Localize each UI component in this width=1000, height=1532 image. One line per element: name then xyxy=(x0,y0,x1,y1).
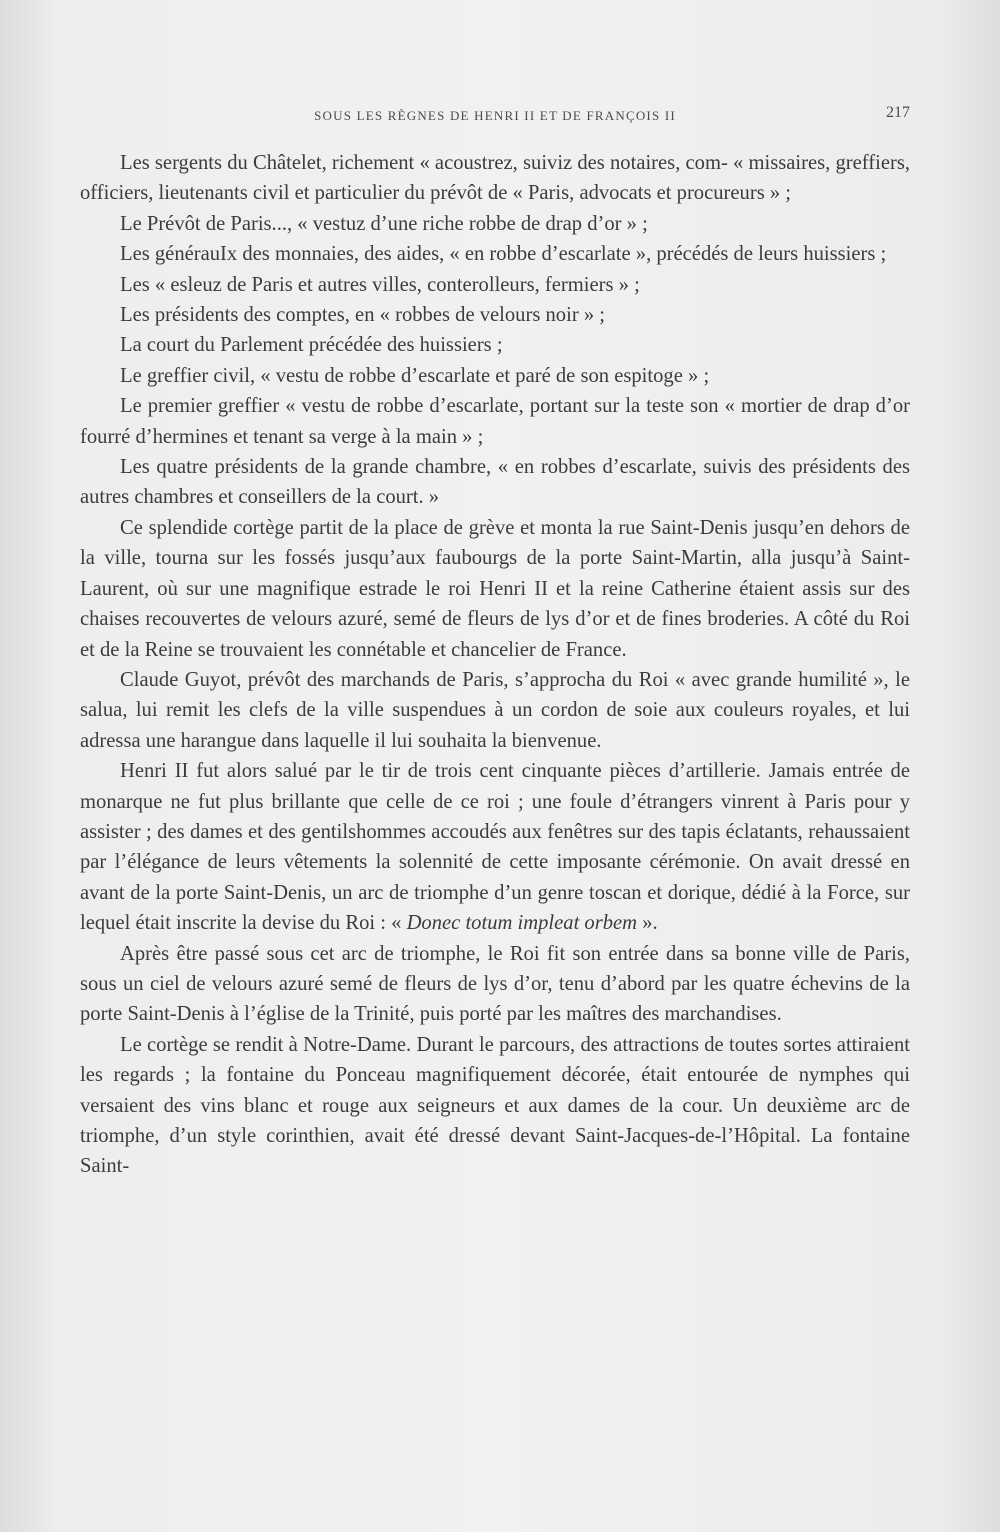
paragraph: La court du Parlement précédée des huissiers ; xyxy=(120,334,503,357)
paragraph: Après être passé sous cet arc de triomphe, le Roi fit son entrée dans sa bonne ville de Paris, sous un ciel de velours azuré semé de fleurs de lys d’or, tenu d’abord par les quatre échevins de la porte Saint-Denis à l’église de la Trinité, puis porté par les maîtres des marchandises. xyxy=(80,942,910,1026)
paragraph: Les générauIx des monnaies, des aides, « en robbe d’escarlate », précédés de leurs huissiers ; xyxy=(120,243,887,266)
paragraph: Le Prévôt de Paris..., « vestuz d’une riche robbe de drap d’or » ; xyxy=(120,212,648,235)
paragraph: Les présidents des comptes, en « robbes de velours noir » ; xyxy=(120,304,605,327)
body-text xyxy=(80,148,910,1182)
paragraph-text: Henri II fut alors salué par le tir de trois cent cinquante pièces d’artillerie. Jamais entrée de monarque ne fut plus brillante que celle de ce roi ; une foule d’étrangers vinrent à Paris pour y assister ; des dames et des gentilshommes accoudés aux fenêtres sur des tapis éclatants, rehaussaient par l’élégance de leurs vêtements la solennité de cette imposante cérémonie. On avait dressé en avant de la porte Saint-Denis, un arc de triomphe d’un genre toscan et dorique, dédié à la Force, sur lequel était inscrite la devise du Roi : « xyxy=(80,760,910,935)
paragraph: Les « esleuz de Paris et autres villes, conterolleurs, fermiers » ; xyxy=(120,273,640,296)
running-head: SOUS LES RÈGNES DE HENRI II ET DE FRANÇOIS II xyxy=(314,108,676,123)
page-header xyxy=(80,104,910,128)
paragraph: Les quatre présidents de la grande chambre, « en robbes d’escarlate, suivis des présidents des autres chambres et conseillers de la court. » xyxy=(80,456,910,509)
page-number: 217 xyxy=(886,104,910,121)
paragraph: Le premier greffier « vestu de robbe d’escarlate, portant sur la teste son « mortier de drap d’or fourré d’hermines et tenant sa verge à la main » ; xyxy=(80,395,910,448)
paragraph: Le greffier civil, « vestu de robbe d’escarlate et paré de son espitoge » ; xyxy=(120,364,710,387)
paragraph: Claude Guyot, prévôt des marchands de Paris, s’approcha du Roi « avec grande humilité », le salua, lui remit les clefs de la ville suspendues à un cordon de soie aux couleurs royales, et lui adressa une harangue dans laquelle il lui souhaita la bienvenue. xyxy=(80,668,910,752)
paragraph: Le cortège se rendit à Notre-Dame. Durant le parcours, des attractions de toutes sortes attiraient les regards ; la fontaine du Ponceau magnifiquement décorée, était entourée de nymphes qui versaient des vins blanc et rouge aux seigneurs et aux dames de la cour. Un deuxième arc de triomphe, d’un style corinthien, avait été dressé devant Saint-Jacques-de-l’Hôpital. La fontaine Saint- xyxy=(80,1033,910,1178)
paragraph-text-end: ». xyxy=(637,912,658,935)
paragraph: Ce splendide cortège partit de la place de grève et monta la rue Saint-Denis jusqu’en dehors de la ville, tourna sur les fossés jusqu’aux faubourgs de la porte Saint-Martin, alla jusqu’à Saint-Laurent, où sur une magnifique estrade le roi Henri II et la reine Catherine étaient assis sur des chaises recouvertes de velours azuré, semé de fleurs de lys d’or et de fines broderies. A côté du Roi et de la Reine se trouvaient les connétable et chancelier de France. xyxy=(80,516,910,661)
paragraph-with-motto xyxy=(80,756,910,938)
royal-motto: Donec totum impleat orbem xyxy=(406,912,638,935)
paragraph: Les sergents du Châtelet, richement « acoustrez, suiviz des notaires, com- « missaires, greffiers, officiers, lieutenants civil et particulier du prévôt de « Paris, advocats et procureurs » ; xyxy=(80,152,910,205)
